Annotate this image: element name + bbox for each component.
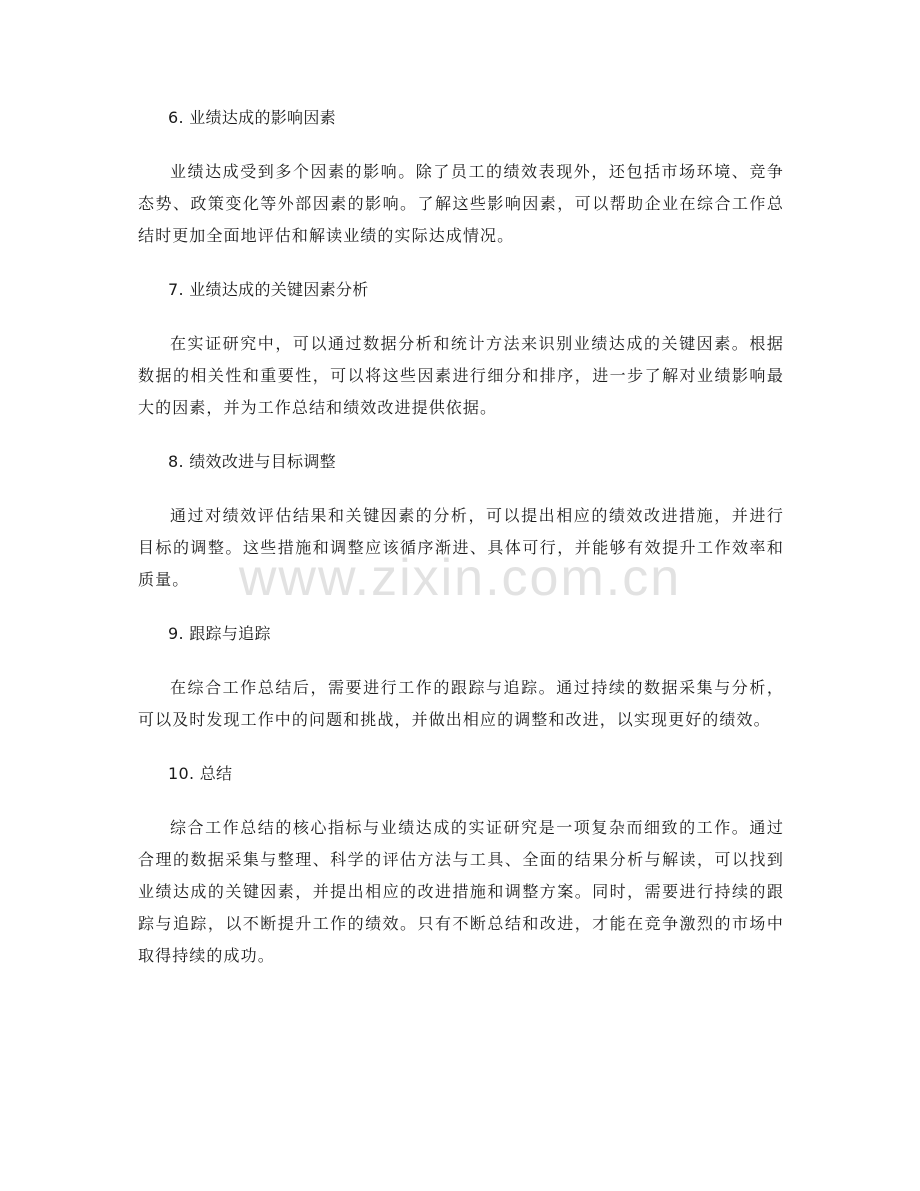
section-paragraph: 业绩达成受到多个因素的影响。除了员工的绩效表现外，还包括市场环境、竞争态势、政策变化等外部因素的影响。了解这些影响因素，可以帮助企业在综合工作总结时更加全面地评估和解读业绩的实际达成情况。 — [138, 162, 784, 245]
section-paragraph: 在实证研究中，可以通过数据分析和统计方法来识别业绩达成的关键因素。根据数据的相关性和重要性，可以将这些因素进行细分和排序，进一步了解对业绩影响最大的因素，并为工作总结和绩效改进提供依据。 — [138, 334, 784, 417]
section-heading: 6. 业绩达成的影响因素 — [168, 108, 336, 127]
section-9 — [138, 620, 784, 736]
section-8 — [138, 448, 784, 596]
section-heading: 9. 跟踪与追踪 — [168, 624, 271, 643]
section-heading: 7. 业绩达成的关键因素分析 — [168, 280, 369, 299]
watermark: www.zixin.com.cn — [238, 549, 682, 607]
section-10 — [138, 760, 784, 972]
section-paragraph: 通过对绩效评估结果和关键因素的分析，可以提出相应的绩效改进措施，并进行目标的调整。这些措施和调整应该循序渐进、具体可行，并能够有效提升工作效率和质量。 — [138, 506, 784, 589]
document-body — [138, 104, 784, 996]
section-paragraph: 综合工作总结的核心指标与业绩达成的实证研究是一项复杂而细致的工作。通过合理的数据采集与整理、科学的评估方法与工具、全面的结果分析与解读，可以找到业绩达成的关键因素，并提出相应的改进措施和调整方案。同时，需要进行持续的跟踪与追踪，以不断提升工作的绩效。只有不断总结和改进，才能在竞争激烈的市场中取得持续的成功。 — [138, 818, 784, 965]
section-6 — [138, 104, 784, 252]
section-heading: 10. 总结 — [168, 764, 233, 783]
section-heading: 8. 绩效改进与目标调整 — [168, 452, 336, 471]
section-paragraph: 在综合工作总结后，需要进行工作的跟踪与追踪。通过持续的数据采集与分析，可以及时发现工作中的问题和挑战，并做出相应的调整和改进，以实现更好的绩效。 — [138, 678, 784, 729]
section-7 — [138, 276, 784, 424]
